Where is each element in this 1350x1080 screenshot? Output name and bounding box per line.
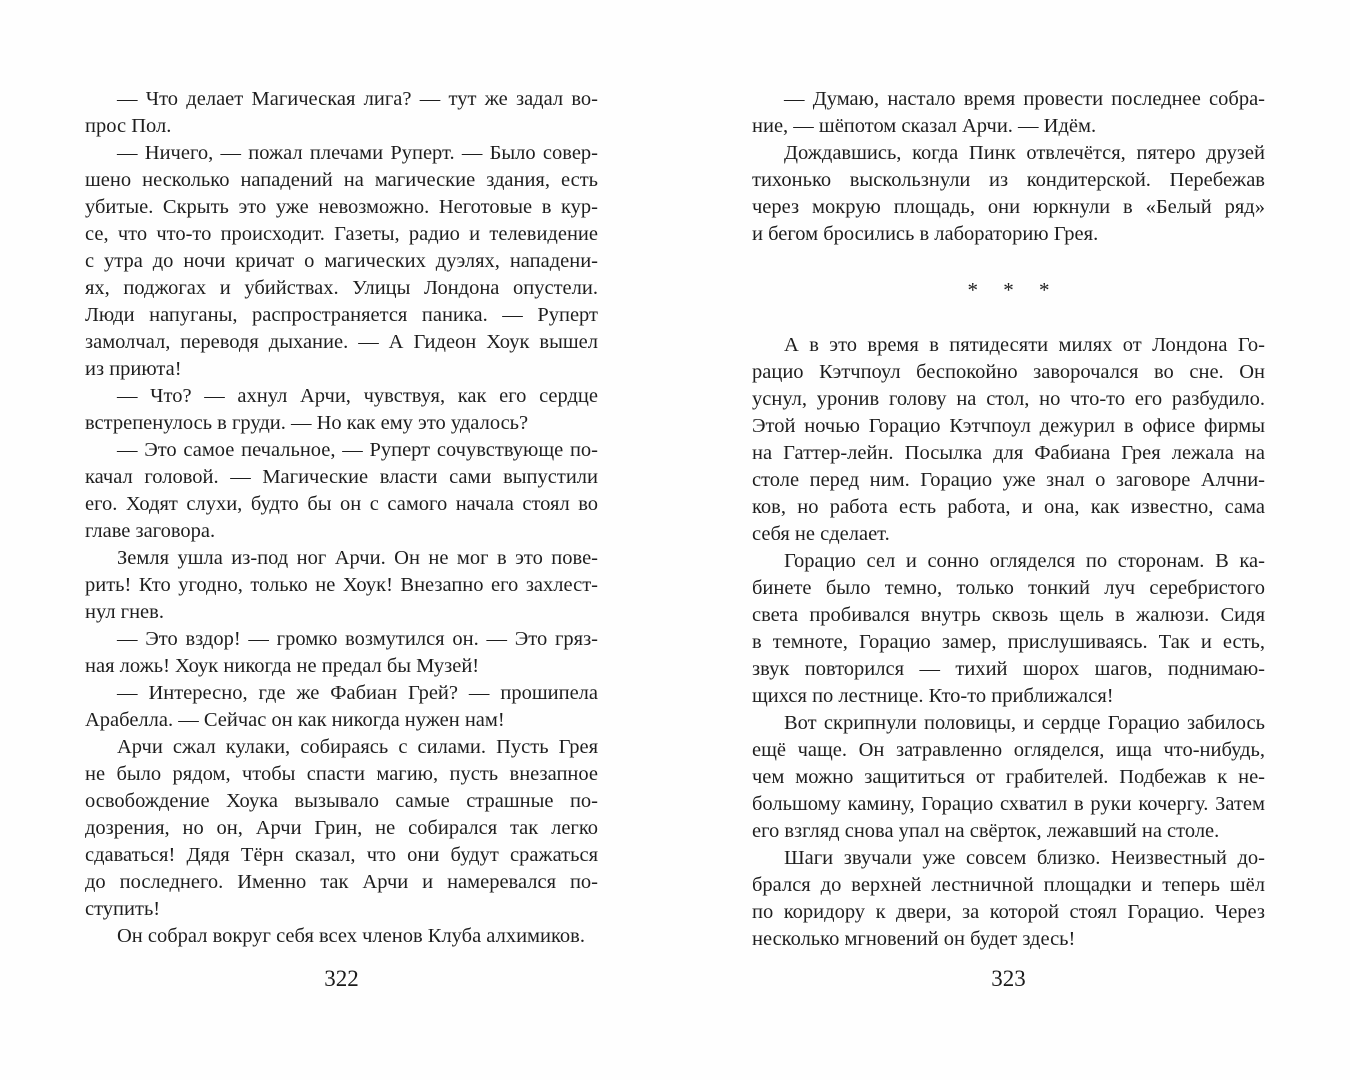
text-line: себя не сделает. (752, 523, 890, 545)
text-line: Дождавшись, когда Пинк отвлечётся, пятеро друзей (784, 142, 1265, 164)
text-line: сдаваться! Дядя Тёрн сказал, что они будут сражаться (85, 844, 598, 866)
text-line: ях, поджогах и убийствах. Улицы Лондона опустели. (85, 277, 598, 299)
text-line: Шаги звучали уже совсем близко. Неизвестный до- (784, 847, 1265, 869)
text-line: до последнего. Именно так Арчи и намеревался по- (85, 871, 598, 893)
text-line: большому камину, Горацио схватил в руки кочергу. Затем (752, 793, 1265, 815)
text-line: Горацио сел и сонно огляделся по сторонам. В ка- (784, 550, 1265, 572)
text-line: тихонько выскользнули из кондитерской. Перебежав (752, 169, 1265, 191)
text-line: шено несколько нападений на магические здания, есть (85, 169, 598, 191)
text-line: с утра до ночи кричат о магических дуэлях, нападени- (85, 250, 598, 272)
text-line: встрепенулось в груди. — Но как ему это удалось? (85, 412, 529, 434)
text-line: чем можно защититься от грабителей. Подбежав к не- (752, 766, 1265, 788)
text-line: ная ложь! Хоук никогда не предал бы Музей! (85, 655, 480, 677)
text-line: света пробивался внутрь сквозь щель в жалюзи. Сидя (752, 604, 1265, 626)
text-line: освобождение Хоука вызывало самые страшные по- (85, 790, 598, 812)
text-line: нул гнев. (85, 601, 164, 623)
text-line: ступить! (85, 898, 161, 920)
text-line: брался до верхней лестничной площадки и теперь шёл (752, 874, 1265, 896)
text-line: через мокрую площадь, они юркнули в «Белый ряд» (752, 196, 1265, 218)
text-line: Арчи сжал кулаки, собираясь с силами. Пусть Грея (117, 736, 598, 758)
text-line: не было рядом, чтобы спасти магию, пусть внезапное (85, 763, 598, 785)
text-line: убитые. Скрыть это уже невозможно. Неготовые в кур- (85, 196, 598, 218)
text-line: щихся по лестнице. Кто-то приближался! (752, 685, 1114, 707)
text-line: несколько мгновений он будет здесь! (752, 928, 1076, 950)
text-line: — Интересно, где же Фабиан Грей? — прошипела (117, 682, 598, 704)
text-line: его. Ходят слухи, будто бы он с самого начала стоял во (85, 493, 598, 515)
text-line: — Что делает Магическая лига? — тут же задал во- (117, 88, 598, 110)
page-right-text (752, 86, 1265, 953)
text-line: Он собрал вокруг себя всех членов Клуба алхимиков. (117, 925, 585, 947)
text-line: главе заговора. (85, 520, 216, 542)
text-line: ков, но работа есть работа, и она, как известно, сама (752, 496, 1265, 518)
text-line: его взгляд снова упал на свёрток, лежавший на столе. (752, 820, 1220, 842)
text-line: в темноте, Горацио замер, прислушиваясь. Так и есть, (752, 631, 1265, 653)
text-line: и бегом бросились в лабораторию Грея. (752, 223, 1099, 245)
text-line: по коридору к двери, за которой стоял Горацио. Через (752, 901, 1265, 923)
text-line: ещё чаще. Он затравленно огляделся, ища что-нибудь, (752, 739, 1265, 761)
text-line: на Гаттер-лейн. Посылка для Фабиана Грея лежала на (752, 442, 1265, 464)
text-line: — Это вздор! — громко возмутился он. — Это гряз- (117, 628, 598, 650)
text-line: звук повторился — тихий шорох шагов, поднимаю- (752, 658, 1265, 680)
text-line: — Думаю, настало время провести последнее собра- (784, 88, 1265, 110)
text-line: рацио Кэтчпоул беспокойно заворочался во сне. Он (752, 361, 1265, 383)
text-line: — Что? — ахнул Арчи, чувствуя, как его сердце (117, 385, 598, 407)
text-line: — Это самое печальное, — Руперт сочувствующе по- (117, 439, 598, 461)
text-line: Люди напуганы, распространяется паника. — Руперт (85, 304, 598, 326)
text-line: рить! Кто угодно, только не Хоук! Внезапно его захлест- (85, 574, 598, 596)
text-line: уснул, уронив голову на стол, но что-то его разбудило. (752, 388, 1265, 410)
text-line: прос Пол. (85, 115, 172, 137)
text-line: Арабелла. — Сейчас он как никогда нужен нам! (85, 709, 505, 731)
text-line: Этой ночью Горацио Кэтчпоул дежурил в офисе фирмы (752, 415, 1265, 437)
text-line: столе перед ним. Горацио уже знал о заговоре Алчни- (752, 469, 1265, 491)
page-number-right: 323 (991, 966, 1026, 991)
text-line: А в это время в пятидесяти милях от Лондона Го- (784, 334, 1265, 356)
text-line: дозрения, но он, Арчи Грин, не собирался так легко (85, 817, 598, 839)
text-line: Вот скрипнули половицы, и сердце Горацио забилось (784, 712, 1265, 734)
text-line: качал головой. — Магические власти сами выпустили (85, 466, 598, 488)
text-line: замолчал, переводя дыхание. — А Гидеон Хоук вышел (85, 331, 598, 353)
text-line: бинете было темно, только тонкий луч серебристого (752, 577, 1265, 599)
text-line: из приюта! (85, 358, 182, 380)
text-line: се, что что-то происходит. Газеты, радио и телевидение (85, 223, 598, 245)
text-line: — Ничего, — пожал плечами Руперт. — Было совер- (117, 142, 598, 164)
page-left-text (85, 86, 598, 950)
text-line: ние, — шёпотом сказал Арчи. — Идём. (752, 115, 1097, 137)
page-number-left: 322 (324, 966, 359, 991)
text-line: Земля ушла из-под ног Арчи. Он не мог в это пове- (117, 547, 598, 569)
section-separator: * * * (967, 277, 1060, 302)
